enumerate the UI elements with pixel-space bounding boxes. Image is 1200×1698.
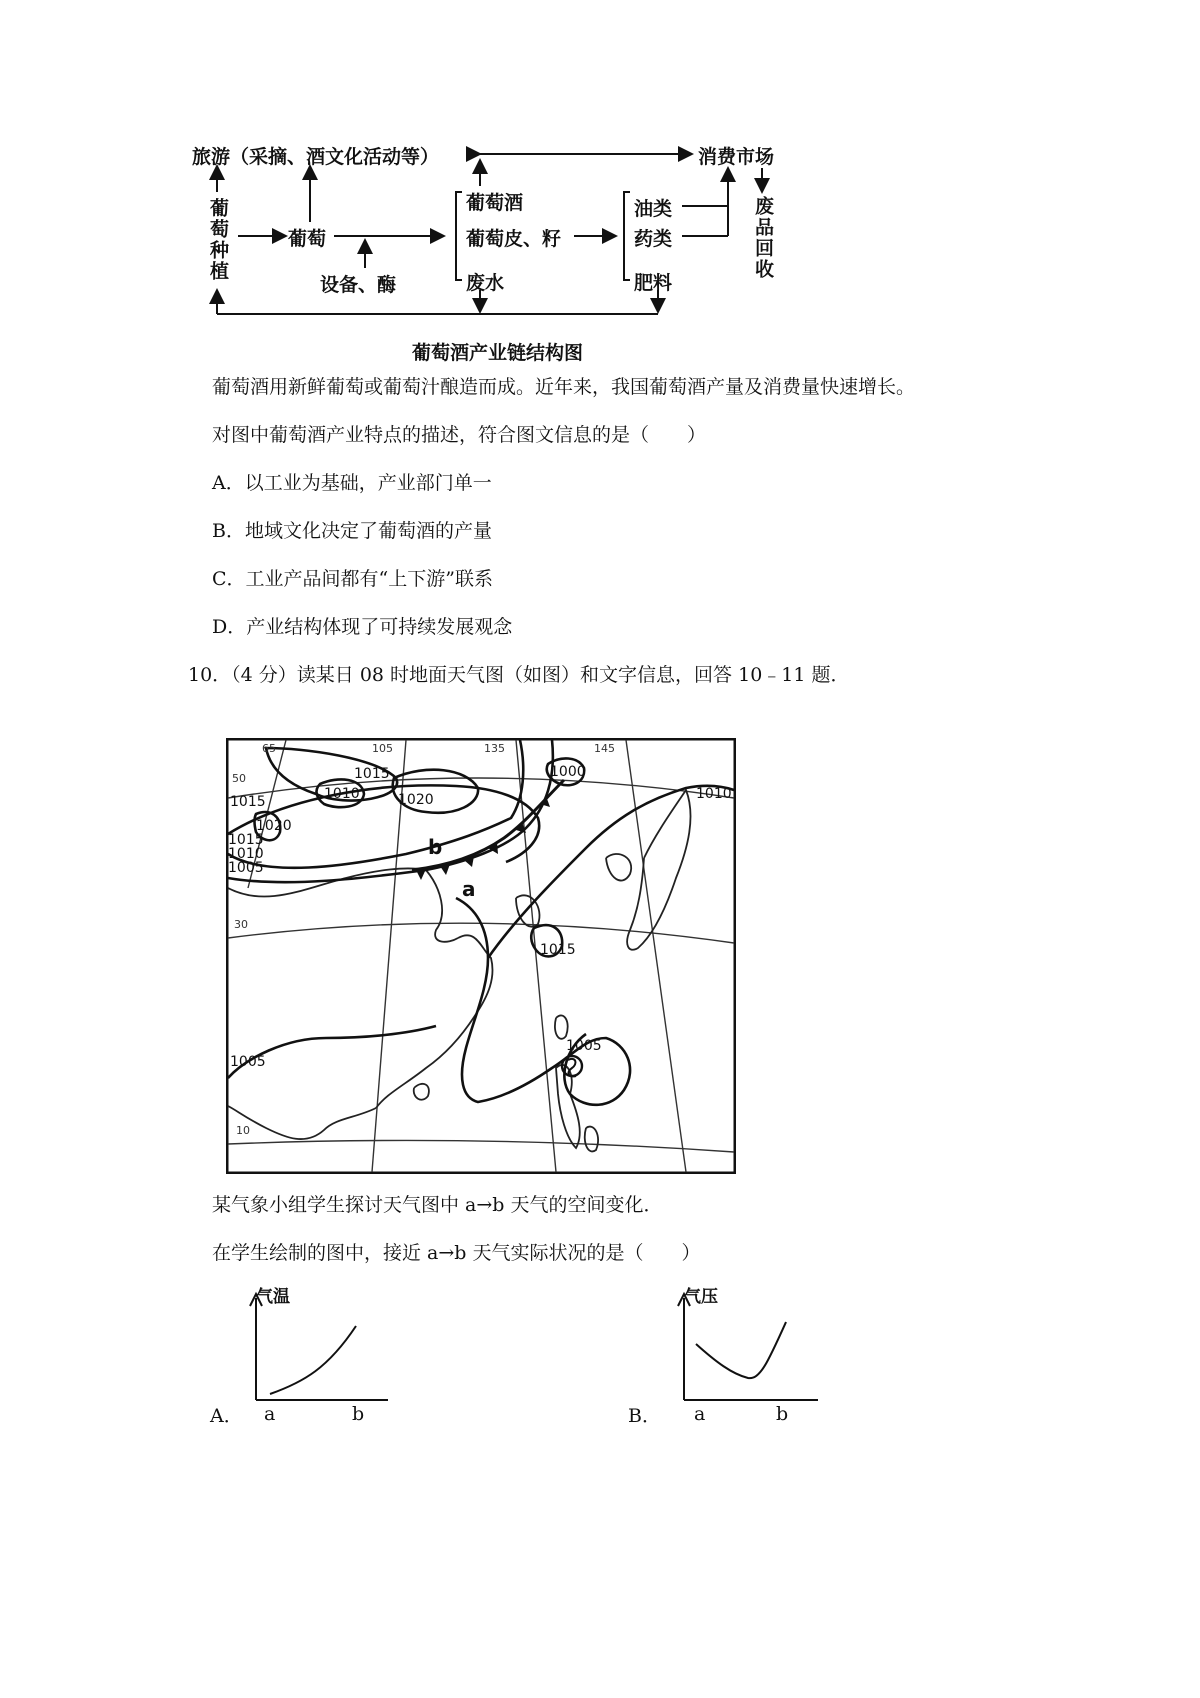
node-skin-seed: 葡萄皮、籽 [466, 228, 562, 250]
node-tourism: 旅游（采摘、酒文化活动等） [192, 146, 440, 168]
q9-option-c: C．工业产品间都有“上下游”联系 [212, 568, 493, 590]
lon-label: 135 [484, 742, 505, 755]
isobar-label: 1010 [228, 846, 264, 862]
isobar-label: 1010 [324, 786, 360, 802]
graph-a-x1: a [264, 1403, 276, 1425]
isobar-label: 1010 [696, 786, 732, 802]
weather-map [226, 738, 736, 1174]
isobar-label: 1020 [256, 818, 292, 834]
isobar-label: 1005 [228, 860, 264, 876]
q9-intro: 葡萄酒用新鲜葡萄或葡萄汁酿造而成。近年来，我国葡萄酒产量及消费量快速增长。 [212, 376, 916, 398]
graph-a-ylabel: 气温 [256, 1287, 290, 1307]
graph-b-ylabel: 气压 [684, 1287, 718, 1307]
graph-a-temperature [204, 1282, 394, 1432]
node-fertilizer: 肥料 [634, 272, 673, 294]
q10-line2: 在学生绘制的图中，接近 a→b 天气实际状况的是（ ） [212, 1242, 701, 1264]
graph-b-option: B． [628, 1405, 661, 1427]
isobar-label: 1020 [398, 792, 434, 808]
node-wastewater: 废水 [466, 272, 505, 294]
node-equipment: 设备、酶 [320, 274, 397, 296]
node-grape: 葡萄 [288, 228, 327, 250]
isobar-label: 1015 [354, 766, 390, 782]
node-planting: 葡萄种植 [207, 198, 229, 282]
map-point-b: b [428, 835, 443, 859]
q9-stem: 对图中葡萄酒产业特点的描述，符合图文信息的是（ ） [212, 424, 707, 446]
lon-label: 145 [594, 742, 615, 755]
q9-option-b: B．地域文化决定了葡萄酒的产量 [212, 520, 492, 542]
graph-b-x2: b [776, 1403, 789, 1425]
isobar-label: 1015 [540, 942, 576, 958]
q9-option-d: D．产业结构体现了可持续发展观念 [212, 616, 513, 638]
node-market: 消费市场 [698, 146, 775, 168]
graph-b-pressure [622, 1282, 822, 1432]
graph-b-x1: a [694, 1403, 706, 1425]
node-recycle: 废品回收 [752, 196, 774, 280]
diagram-caption: 葡萄酒产业链结构图 [412, 342, 584, 364]
isobar-label: 1000 [550, 764, 586, 780]
graph-a-option: A． [210, 1405, 243, 1427]
isobar-label: 1015 [228, 832, 264, 848]
lat-label: 50 [232, 772, 246, 785]
lon-label: 65 [262, 742, 276, 755]
isobar-label: 1005 [566, 1038, 602, 1054]
map-point-a: a [462, 877, 476, 901]
graph-a-x2: b [352, 1403, 365, 1425]
q10-line1: 某气象小组学生探讨天气图中 a→b 天气的空间变化． [212, 1194, 663, 1216]
q9-option-a: A．以工业为基础，产业部门单一 [212, 472, 492, 494]
lat-label: 10 [236, 1124, 250, 1137]
industry-chain-diagram [180, 130, 820, 380]
lon-label: 105 [372, 742, 393, 755]
isobar-label: 1005 [230, 1054, 266, 1070]
lat-label: 30 [234, 918, 248, 931]
q10-stem: 10．（4 分）读某日 08 时地面天气图（如图）和文字信息，回答 10﹣11 题． [188, 664, 850, 686]
node-wine: 葡萄酒 [466, 192, 524, 214]
isobar-label: 1015 [230, 794, 266, 810]
node-medicine: 药类 [634, 228, 673, 250]
node-oil: 油类 [634, 198, 673, 220]
